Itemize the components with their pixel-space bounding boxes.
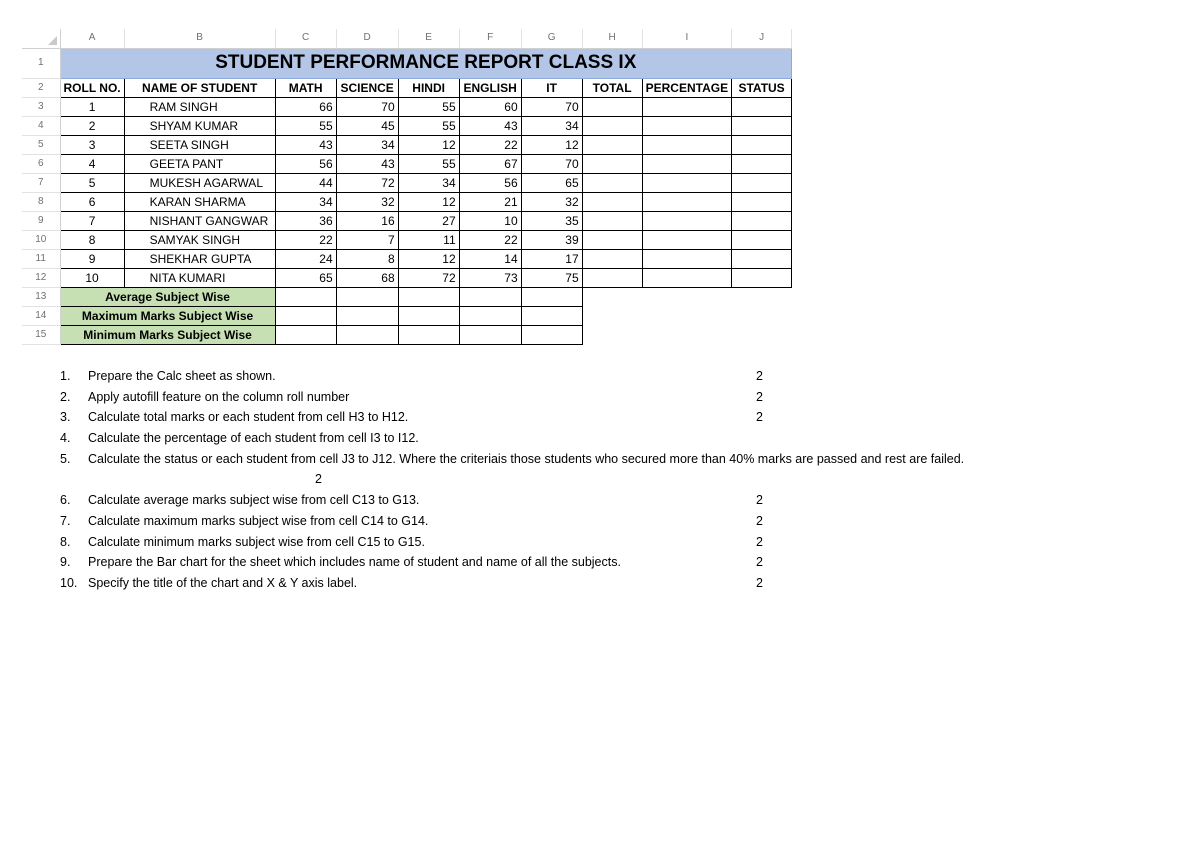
total-cell[interactable] (582, 97, 642, 116)
hindi-marks-cell[interactable]: 55 (398, 116, 459, 135)
task-number: 9. (60, 555, 71, 570)
summary-value-cell[interactable] (521, 306, 582, 325)
task-marks: 2 (756, 513, 763, 528)
percentage-cell[interactable] (642, 135, 731, 154)
hindi-marks-cell[interactable]: 12 (398, 192, 459, 211)
student-row (22, 268, 792, 287)
table-header-cell[interactable]: TOTAL (582, 78, 642, 97)
task-text: Calculate the percentage of each student from cell I3 to I12. (88, 431, 419, 446)
task-marks: 2 (756, 534, 763, 549)
student-row (22, 116, 792, 135)
it-marks-cell[interactable]: 32 (521, 192, 582, 211)
task-text: Calculate maximum marks subject wise from cell C14 to G14. (88, 513, 429, 528)
summary-value-cell[interactable] (275, 306, 336, 325)
summary-label-cell[interactable]: Minimum Marks Subject Wise (60, 325, 275, 344)
task-marks: 2 (756, 410, 763, 425)
table-header-cell[interactable]: PERCENTAGE (642, 78, 731, 97)
column-header-row (22, 29, 792, 48)
row-number[interactable]: 10 (22, 230, 60, 249)
empty-cell[interactable] (642, 325, 731, 344)
percentage-cell[interactable] (642, 97, 731, 116)
table-header-cell[interactable]: HINDI (398, 78, 459, 97)
status-cell[interactable] (732, 154, 792, 173)
task-marks: 2 (756, 493, 763, 508)
total-cell[interactable] (582, 230, 642, 249)
task-number: 5. (60, 451, 71, 466)
sheet-row-1 (22, 48, 792, 78)
status-cell[interactable] (732, 192, 792, 211)
student-name-cell[interactable]: SHEKHAR GUPTA (124, 249, 275, 268)
student-row (22, 192, 792, 211)
percentage-cell[interactable] (642, 211, 731, 230)
task-item (60, 573, 1190, 594)
hindi-marks-cell[interactable]: 55 (398, 154, 459, 173)
total-cell[interactable] (582, 135, 642, 154)
row-number[interactable]: 4 (22, 116, 60, 135)
task-number: 8. (60, 534, 71, 549)
it-marks-cell[interactable]: 17 (521, 249, 582, 268)
english-marks-cell[interactable]: 22 (459, 230, 521, 249)
summary-value-cell[interactable] (336, 306, 398, 325)
row-number[interactable]: 12 (22, 268, 60, 287)
status-cell[interactable] (732, 173, 792, 192)
it-marks-cell[interactable]: 70 (521, 97, 582, 116)
science-marks-cell[interactable]: 32 (336, 192, 398, 211)
column-header-j[interactable]: J (732, 29, 792, 48)
hindi-marks-cell[interactable]: 34 (398, 173, 459, 192)
roll-no-cell[interactable]: 3 (60, 135, 124, 154)
math-marks-cell[interactable]: 34 (275, 192, 336, 211)
task-text: Apply autofill feature on the column roll number (88, 389, 350, 404)
task-marks: 2 (756, 555, 763, 570)
task-marks: 2 (756, 389, 763, 404)
column-header-b[interactable]: B (124, 29, 275, 48)
hindi-marks-cell[interactable]: 55 (398, 97, 459, 116)
column-header-d[interactable]: D (336, 29, 398, 48)
task-number: 7. (60, 513, 71, 528)
column-header-g[interactable]: G (521, 29, 582, 48)
row-number[interactable]: 7 (22, 173, 60, 192)
student-name-cell[interactable]: SAMYAK SINGH (124, 230, 275, 249)
task-number: 4. (60, 431, 71, 446)
roll-no-cell[interactable]: 10 (60, 268, 124, 287)
row-number[interactable]: 1 (22, 48, 60, 78)
total-cell[interactable] (582, 173, 642, 192)
science-marks-cell[interactable]: 34 (336, 135, 398, 154)
column-header-c[interactable]: C (275, 29, 336, 48)
roll-no-cell[interactable]: 5 (60, 173, 124, 192)
student-name-cell[interactable]: MUKESH AGARWAL (124, 173, 275, 192)
summary-value-cell[interactable] (275, 325, 336, 344)
task-marks: 2 (315, 472, 322, 487)
summary-row (22, 325, 792, 344)
task-item (60, 428, 1190, 449)
student-name-cell[interactable]: NITA KUMARI (124, 268, 275, 287)
empty-cell[interactable] (732, 287, 792, 306)
column-header-h[interactable]: H (582, 29, 642, 48)
sheet-row-2 (22, 78, 792, 97)
empty-cell[interactable] (642, 287, 731, 306)
total-cell[interactable] (582, 192, 642, 211)
science-marks-cell[interactable]: 45 (336, 116, 398, 135)
status-cell[interactable] (732, 135, 792, 154)
spreadsheet (22, 29, 792, 345)
math-marks-cell[interactable]: 55 (275, 116, 336, 135)
summary-label-cell[interactable]: Average Subject Wise (60, 287, 275, 306)
it-marks-cell[interactable]: 35 (521, 211, 582, 230)
percentage-cell[interactable] (642, 116, 731, 135)
it-marks-cell[interactable]: 75 (521, 268, 582, 287)
it-marks-cell[interactable]: 65 (521, 173, 582, 192)
total-cell[interactable] (582, 154, 642, 173)
table-header-cell[interactable]: ROLL NO. (60, 78, 124, 97)
status-cell[interactable] (732, 211, 792, 230)
report-title[interactable]: STUDENT PERFORMANCE REPORT CLASS IX (60, 48, 792, 78)
row-number[interactable]: 8 (22, 192, 60, 211)
science-marks-cell[interactable]: 16 (336, 211, 398, 230)
column-header-e[interactable]: E (398, 29, 459, 48)
english-marks-cell[interactable]: 43 (459, 116, 521, 135)
english-marks-cell[interactable]: 67 (459, 154, 521, 173)
student-row (22, 97, 792, 116)
row-number[interactable]: 13 (22, 287, 60, 306)
column-header-f[interactable]: F (459, 29, 521, 48)
it-marks-cell[interactable]: 12 (521, 135, 582, 154)
empty-cell[interactable] (582, 325, 642, 344)
total-cell[interactable] (582, 249, 642, 268)
empty-cell[interactable] (732, 325, 792, 344)
hindi-marks-cell[interactable]: 27 (398, 211, 459, 230)
empty-cell[interactable] (642, 306, 731, 325)
task-text: Calculate average marks subject wise from cell C13 to G13. (88, 493, 420, 508)
english-marks-cell[interactable]: 56 (459, 173, 521, 192)
task-item (60, 387, 1190, 408)
english-marks-cell[interactable]: 10 (459, 211, 521, 230)
science-marks-cell[interactable]: 7 (336, 230, 398, 249)
row-number[interactable]: 11 (22, 249, 60, 268)
roll-no-cell[interactable]: 6 (60, 192, 124, 211)
column-header-a[interactable]: A (60, 29, 124, 48)
math-marks-cell[interactable]: 24 (275, 249, 336, 268)
task-text: Calculate the status or each student from cell J3 to J12. Where the criteriais those students who secured more than 40% marks are passed and rest are failed. (88, 451, 965, 466)
percentage-cell[interactable] (642, 154, 731, 173)
english-marks-cell[interactable]: 73 (459, 268, 521, 287)
student-name-cell[interactable]: SEETA SINGH (124, 135, 275, 154)
task-number: 3. (60, 410, 71, 425)
status-cell[interactable] (732, 249, 792, 268)
summary-row (22, 306, 792, 325)
status-cell[interactable] (732, 230, 792, 249)
student-name-cell[interactable]: NISHANT GANGWAR (124, 211, 275, 230)
task-list (60, 366, 1190, 594)
hindi-marks-cell[interactable]: 12 (398, 135, 459, 154)
it-marks-cell[interactable]: 70 (521, 154, 582, 173)
summary-value-cell[interactable] (459, 287, 521, 306)
it-marks-cell[interactable]: 34 (521, 116, 582, 135)
task-text: Calculate minimum marks subject wise from cell C15 to G15. (88, 534, 425, 549)
table-header-cell[interactable]: MATH (275, 78, 336, 97)
task-text: Prepare the Calc sheet as shown. (88, 369, 276, 383)
task-marks: 2 (756, 369, 763, 383)
task-number: 10. (60, 575, 78, 590)
math-marks-cell[interactable]: 22 (275, 230, 336, 249)
summary-value-cell[interactable] (275, 287, 336, 306)
task-text: Prepare the Bar chart for the sheet which includes name of student and name of all the subjects. (88, 555, 621, 570)
row-number[interactable]: 6 (22, 154, 60, 173)
empty-cell[interactable] (582, 306, 642, 325)
science-marks-cell[interactable]: 8 (336, 249, 398, 268)
summary-value-cell[interactable] (336, 287, 398, 306)
roll-no-cell[interactable]: 4 (60, 154, 124, 173)
summary-value-cell[interactable] (521, 287, 582, 306)
math-marks-cell[interactable]: 66 (275, 97, 336, 116)
science-marks-cell[interactable]: 72 (336, 173, 398, 192)
task-item (60, 449, 1190, 490)
student-row (22, 249, 792, 268)
percentage-cell[interactable] (642, 230, 731, 249)
empty-cell[interactable] (582, 287, 642, 306)
roll-no-cell[interactable]: 8 (60, 230, 124, 249)
roll-no-cell[interactable]: 1 (60, 97, 124, 116)
task-number: 6. (60, 493, 71, 508)
table-header-cell[interactable]: SCIENCE (336, 78, 398, 97)
summary-value-cell[interactable] (521, 325, 582, 344)
task-item (60, 511, 1190, 532)
summary-value-cell[interactable] (398, 306, 459, 325)
math-marks-cell[interactable]: 65 (275, 268, 336, 287)
summary-value-cell[interactable] (398, 325, 459, 344)
percentage-cell[interactable] (642, 173, 731, 192)
column-header-i[interactable]: I (642, 29, 731, 48)
total-cell[interactable] (582, 268, 642, 287)
english-marks-cell[interactable]: 22 (459, 135, 521, 154)
task-number: 1. (60, 369, 71, 383)
status-cell[interactable] (732, 97, 792, 116)
percentage-cell[interactable] (642, 192, 731, 211)
roll-no-cell[interactable]: 9 (60, 249, 124, 268)
math-marks-cell[interactable]: 44 (275, 173, 336, 192)
student-name-cell[interactable]: GEETA PANT (124, 154, 275, 173)
math-marks-cell[interactable]: 43 (275, 135, 336, 154)
math-marks-cell[interactable]: 56 (275, 154, 336, 173)
row-number[interactable]: 5 (22, 135, 60, 154)
student-row (22, 154, 792, 173)
task-marks: 2 (756, 575, 763, 590)
row-number[interactable]: 14 (22, 306, 60, 325)
student-row (22, 173, 792, 192)
student-name-cell[interactable]: RAM SINGH (124, 97, 275, 116)
summary-value-cell[interactable] (459, 306, 521, 325)
task-item (60, 407, 1190, 428)
summary-value-cell[interactable] (398, 287, 459, 306)
summary-row (22, 287, 792, 306)
math-marks-cell[interactable]: 36 (275, 211, 336, 230)
student-name-cell[interactable]: KARAN SHARMA (124, 192, 275, 211)
student-row (22, 211, 792, 230)
table-header-cell[interactable]: IT (521, 78, 582, 97)
summary-value-cell[interactable] (336, 325, 398, 344)
task-number: 2. (60, 389, 71, 404)
row-number[interactable]: 9 (22, 211, 60, 230)
empty-cell[interactable] (732, 306, 792, 325)
english-marks-cell[interactable]: 14 (459, 249, 521, 268)
task-item (60, 552, 1190, 573)
science-marks-cell[interactable]: 70 (336, 97, 398, 116)
english-marks-cell[interactable]: 21 (459, 192, 521, 211)
status-cell[interactable] (732, 268, 792, 287)
percentage-cell[interactable] (642, 268, 731, 287)
table-header-cell[interactable]: STATUS (732, 78, 792, 97)
summary-value-cell[interactable] (459, 325, 521, 344)
row-number[interactable]: 15 (22, 325, 60, 344)
science-marks-cell[interactable]: 68 (336, 268, 398, 287)
row-number[interactable]: 2 (22, 78, 60, 97)
task-item (60, 532, 1190, 553)
table-header-cell[interactable]: NAME OF STUDENT (124, 78, 275, 97)
row-number[interactable]: 3 (22, 97, 60, 116)
task-item (60, 366, 1190, 387)
task-text: Specify the title of the chart and X & Y axis label. (88, 575, 358, 590)
hindi-marks-cell[interactable]: 72 (398, 268, 459, 287)
summary-label-cell[interactable]: Maximum Marks Subject Wise (60, 306, 275, 325)
roll-no-cell[interactable]: 2 (60, 116, 124, 135)
student-row (22, 230, 792, 249)
it-marks-cell[interactable]: 39 (521, 230, 582, 249)
hindi-marks-cell[interactable]: 12 (398, 249, 459, 268)
total-cell[interactable] (582, 116, 642, 135)
select-all-corner[interactable] (22, 29, 60, 48)
english-marks-cell[interactable]: 60 (459, 97, 521, 116)
table-header-cell[interactable]: ENGLISH (459, 78, 521, 97)
roll-no-cell[interactable]: 7 (60, 211, 124, 230)
task-item (60, 490, 1190, 511)
task-text: Calculate total marks or each student from cell H3 to H12. (88, 410, 409, 425)
science-marks-cell[interactable]: 43 (336, 154, 398, 173)
student-name-cell[interactable]: SHYAM KUMAR (124, 116, 275, 135)
status-cell[interactable] (732, 116, 792, 135)
total-cell[interactable] (582, 211, 642, 230)
hindi-marks-cell[interactable]: 11 (398, 230, 459, 249)
percentage-cell[interactable] (642, 249, 731, 268)
student-row (22, 135, 792, 154)
